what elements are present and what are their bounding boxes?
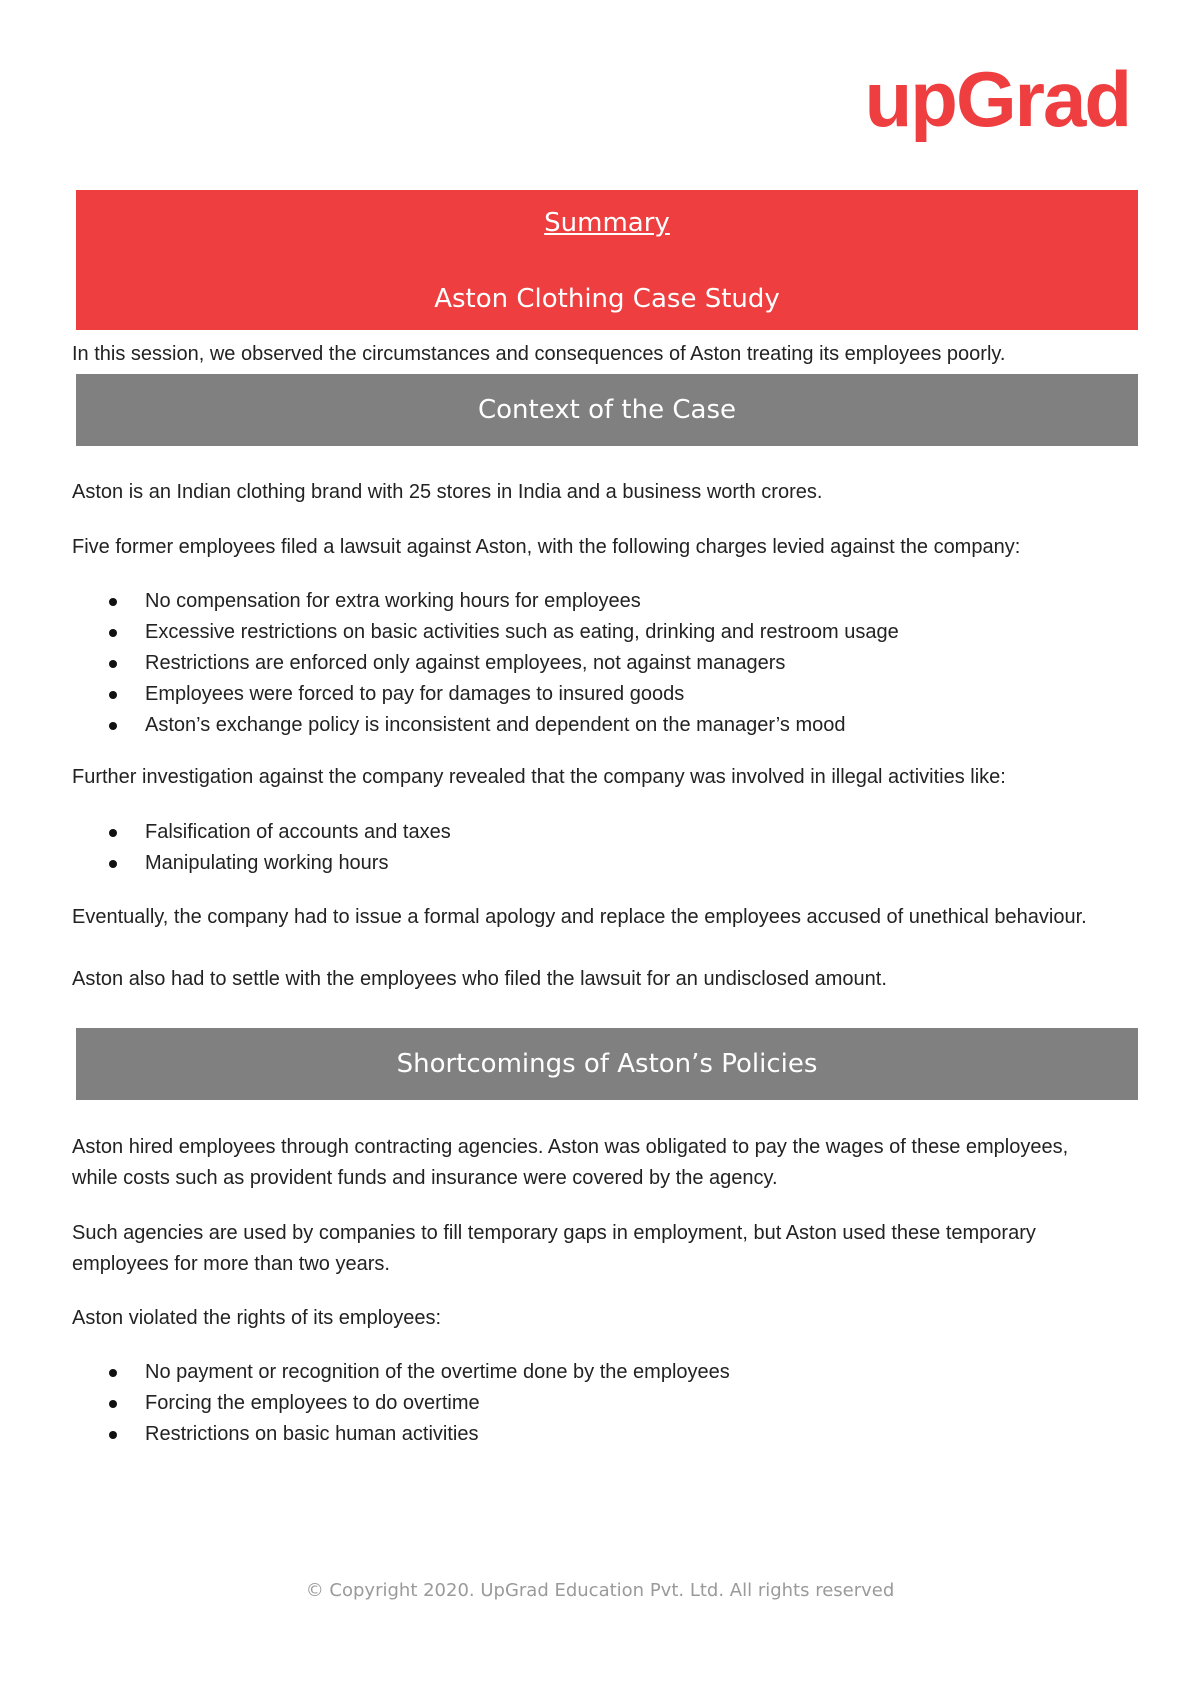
- illegal-activities-list: [72, 817, 1152, 879]
- list-item: Employees were forced to pay for damages to insured goods: [72, 679, 1152, 710]
- list-item: Restrictions on basic human activities: [72, 1419, 1152, 1450]
- context-paragraph-3: Further investigation against the company revealed that the company was involved in illegal activities like:: [72, 766, 1006, 788]
- context-heading: Context of the Case: [76, 374, 1138, 446]
- list-item: No compensation for extra working hours for employees: [72, 586, 1152, 617]
- context-paragraph-1: Aston is an Indian clothing brand with 25 stores in India and a business worth crores.: [72, 481, 823, 503]
- summary-title: Summary: [544, 208, 670, 238]
- upgrad-logo: upGrad: [864, 55, 1130, 143]
- list-item: Forcing the employees to do overtime: [72, 1388, 1152, 1419]
- bullet-icon: [109, 829, 117, 837]
- summary-banner: [76, 190, 1138, 330]
- bullet-icon: [109, 691, 117, 699]
- list-item: Restrictions are enforced only against employees, not against managers: [72, 648, 1152, 679]
- shortcomings-paragraph-1: Aston hired employees through contracting agencies. Aston was obligated to pay the wages of these employees, while costs such as provident funds and insurance were covered by the agency.: [72, 1136, 1069, 1189]
- shortcomings-heading: Shortcomings of Aston’s Policies: [76, 1028, 1138, 1100]
- context-paragraph-2: Five former employees filed a lawsuit against Aston, with the following charges levied against the company:: [72, 536, 1021, 558]
- bullet-icon: [109, 722, 117, 730]
- intro-paragraph: In this session, we observed the circumstances and consequences of Aston treating its employees poorly.: [72, 343, 1006, 365]
- shortcomings-paragraph-3: Aston violated the rights of its employees:: [72, 1307, 442, 1329]
- list-item: Aston’s exchange policy is inconsistent and dependent on the manager’s mood: [72, 710, 1152, 741]
- bullet-icon: [109, 860, 117, 868]
- bullet-icon: [109, 598, 117, 606]
- bullet-icon: [109, 1400, 117, 1408]
- charges-list: [72, 586, 1152, 741]
- context-paragraph-4: Eventually, the company had to issue a formal apology and replace the employees accused of unethical behaviour.: [72, 906, 1087, 928]
- list-item: Falsification of accounts and taxes: [72, 817, 1152, 848]
- list-item: No payment or recognition of the overtime done by the employees: [72, 1357, 1152, 1388]
- copyright-footer: © Copyright 2020. UpGrad Education Pvt. Ltd. All rights reserved: [305, 1580, 895, 1601]
- shortcomings-paragraph-2: Such agencies are used by companies to fill temporary gaps in employment, but Aston used these temporary employees for more than two years.: [72, 1222, 1036, 1275]
- bullet-icon: [109, 1431, 117, 1439]
- list-item: Manipulating working hours: [72, 848, 1152, 879]
- violations-list: [72, 1357, 1152, 1450]
- bullet-icon: [109, 629, 117, 637]
- context-paragraph-5: Aston also had to settle with the employees who filed the lawsuit for an undisclosed amount.: [72, 968, 887, 990]
- bullet-icon: [109, 1369, 117, 1377]
- bullet-icon: [109, 660, 117, 668]
- case-study-title: Aston Clothing Case Study: [434, 284, 780, 314]
- list-item: Excessive restrictions on basic activities such as eating, drinking and restroom usage: [72, 617, 1152, 648]
